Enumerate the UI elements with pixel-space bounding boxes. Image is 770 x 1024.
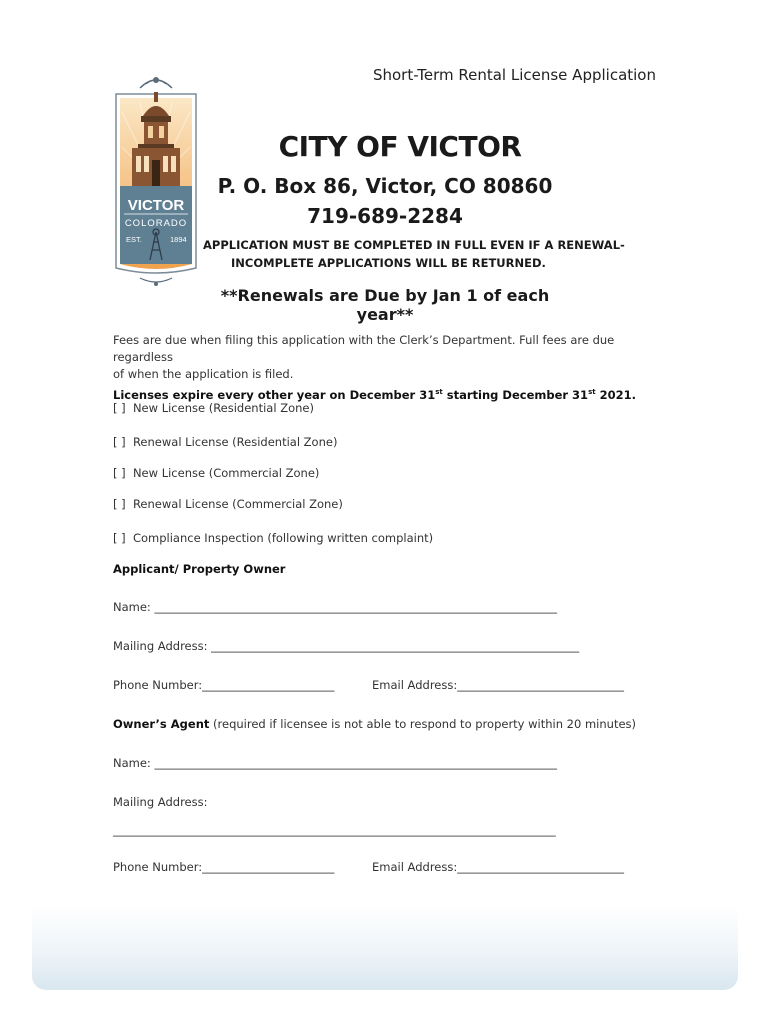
option-renewal-residential[interactable] bbox=[113, 434, 337, 451]
expiry-text-2: starting December 31 bbox=[442, 387, 589, 402]
city-logo bbox=[110, 72, 202, 290]
agent-email-field[interactable]: Email Address:_____________________________ bbox=[372, 860, 624, 874]
agent-name-field[interactable]: Name: ______________________________________________________________________ bbox=[113, 756, 557, 770]
owner-mailing-address-field[interactable]: Mailing Address: ________________________________________________________________ bbox=[113, 639, 580, 653]
option-renewal-commercial[interactable] bbox=[113, 496, 343, 513]
option-label: Renewal License (Commercial Zone) bbox=[132, 497, 343, 511]
checkbox-bracket[interactable]: [ ] bbox=[113, 466, 126, 480]
completion-warning bbox=[203, 236, 625, 272]
checkbox-bracket[interactable]: [ ] bbox=[113, 497, 126, 511]
city-name: CITY OF VICTOR bbox=[278, 130, 522, 163]
owner-phone-field[interactable]: Phone Number:_______________________ bbox=[113, 678, 335, 692]
warning-line-2: INCOMPLETE APPLICATIONS WILL BE RETURNED. bbox=[231, 256, 546, 270]
logo-text-colorado: COLORADO bbox=[124, 218, 188, 229]
renewals-notice: **Renewals are Due by Jan 1 of each year** bbox=[220, 286, 550, 324]
option-label: Renewal License (Residential Zone) bbox=[132, 435, 338, 449]
expiry-sup-2: st bbox=[588, 388, 596, 396]
city-address: P. O. Box 86, Victor, CO 80860 bbox=[217, 174, 553, 198]
agent-section-heading: Owner’s Agent bbox=[113, 717, 210, 731]
logo-text-est: EST. bbox=[126, 235, 142, 244]
agent-mailing-address-field[interactable]: _____________________________________________________________________________ bbox=[113, 823, 556, 837]
option-label: New License (Commercial Zone) bbox=[132, 466, 320, 480]
logo-text-victor: VICTOR bbox=[127, 197, 185, 214]
checkbox-bracket[interactable]: [ ] bbox=[113, 401, 126, 415]
city-phone: 719-689-2284 bbox=[307, 204, 463, 228]
option-compliance-inspection[interactable] bbox=[113, 530, 433, 547]
expiry-sup-1: st bbox=[435, 388, 443, 396]
checkbox-bracket[interactable]: [ ] bbox=[113, 435, 126, 449]
fees-line-2: of when the application is filed. bbox=[113, 367, 294, 381]
page-footer-band bbox=[32, 906, 738, 990]
fees-line-1: Fees are due when filing this application with the Clerk’s Department. Full fees are due regardless bbox=[113, 333, 615, 364]
logo-text-year: 1894 bbox=[170, 235, 187, 244]
agent-phone-field[interactable]: Phone Number:_______________________ bbox=[113, 860, 335, 874]
warning-line-1: APPLICATION MUST BE COMPLETED IN FULL EVEN IF A RENEWAL- bbox=[203, 238, 625, 252]
option-new-commercial[interactable] bbox=[113, 465, 319, 482]
owner-section-heading: Applicant/ Property Owner bbox=[113, 562, 286, 576]
expiry-text-1: Licenses expire every other year on December 31 bbox=[113, 387, 436, 402]
agent-mailing-address-label: Mailing Address: bbox=[113, 795, 208, 809]
agent-section-note: (required if licensee is not able to respond to property within 20 minutes) bbox=[209, 717, 637, 731]
owner-name-field[interactable]: Name: ______________________________________________________________________ bbox=[113, 600, 557, 614]
checkbox-bracket[interactable]: [ ] bbox=[113, 531, 126, 545]
form-title: Short-Term Rental License Application bbox=[372, 66, 656, 84]
owner-email-field[interactable]: Email Address:_____________________________ bbox=[372, 678, 624, 692]
fees-paragraph bbox=[113, 332, 673, 404]
agent-section bbox=[113, 717, 636, 731]
option-new-residential[interactable] bbox=[113, 400, 314, 417]
expiry-text-3: 2021. bbox=[595, 387, 636, 402]
option-label: New License (Residential Zone) bbox=[132, 401, 314, 415]
option-label: Compliance Inspection (following written complaint) bbox=[132, 531, 434, 545]
